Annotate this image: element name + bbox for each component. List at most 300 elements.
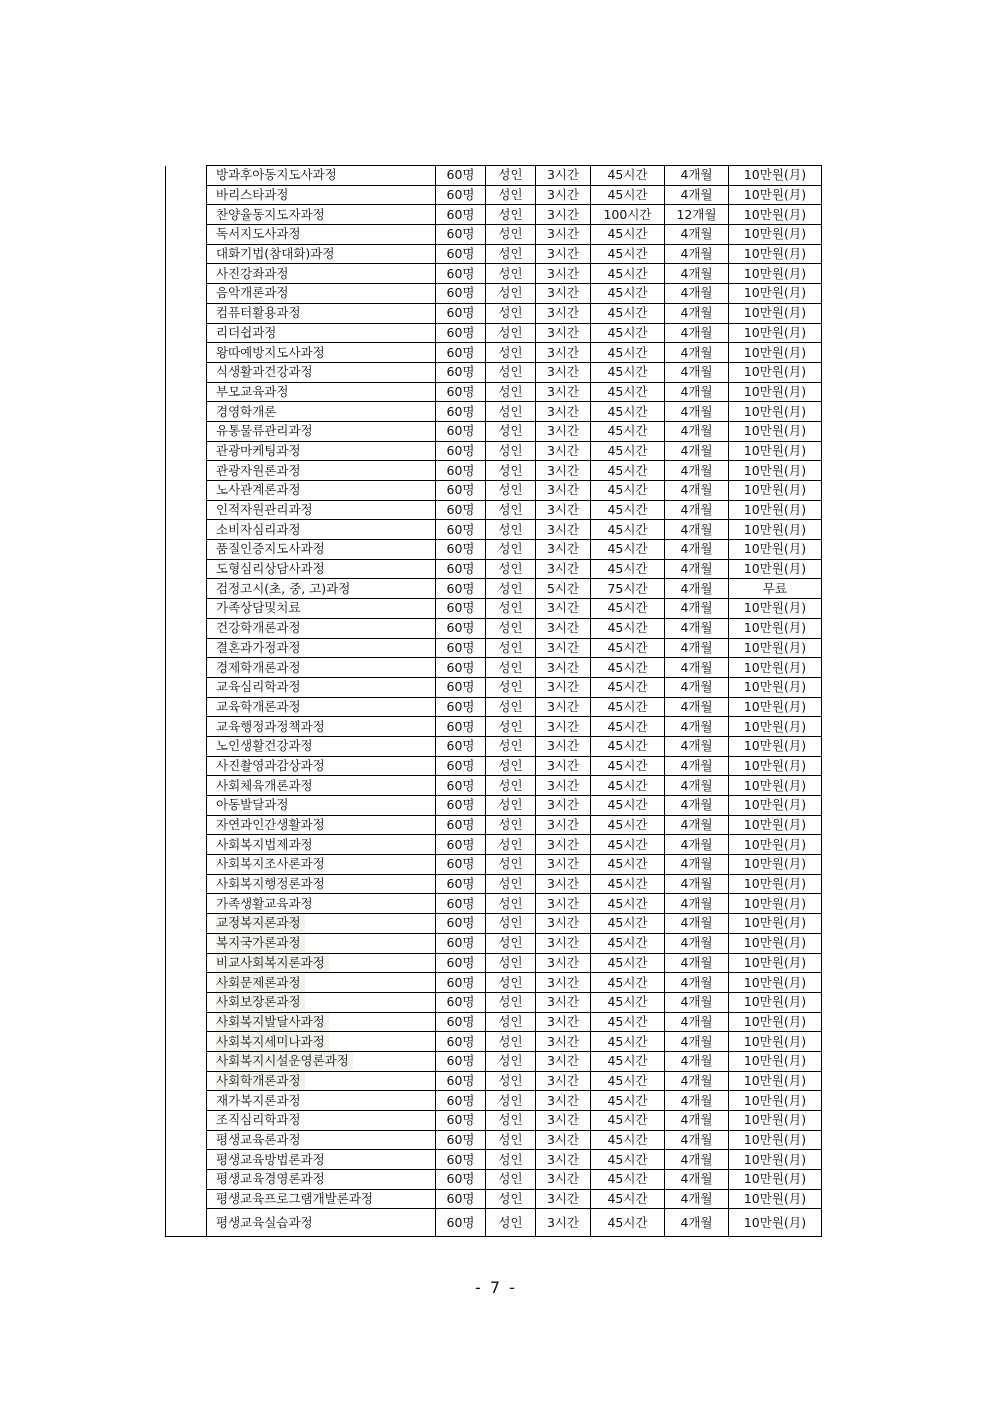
group-cell (166, 1209, 207, 1237)
course-period: 4개월 (665, 599, 729, 619)
group-cell (166, 658, 207, 678)
course-hours: 3시간 (536, 323, 591, 343)
course-name: 도형심리상담사과정 (216, 561, 325, 577)
course-target: 성인 (486, 717, 536, 737)
course-total-hours: 45시간 (591, 540, 665, 560)
course-total-hours: 45시간 (591, 796, 665, 816)
course-name-cell (207, 756, 436, 776)
course-period: 4개월 (665, 284, 729, 304)
course-hours: 3시간 (536, 835, 591, 855)
course-name-cell (207, 953, 436, 973)
course-total-hours: 45시간 (591, 835, 665, 855)
course-total-hours: 45시간 (591, 1130, 665, 1150)
group-cell (166, 1091, 207, 1111)
table-row (166, 166, 822, 186)
course-hours: 3시간 (536, 677, 591, 697)
course-period: 4개월 (665, 973, 729, 993)
table-row (166, 205, 822, 225)
course-capacity: 60명 (436, 461, 486, 481)
course-fee: 10만원(月) (729, 441, 822, 461)
group-cell (166, 1111, 207, 1131)
group-cell (166, 205, 207, 225)
course-name-cell (207, 658, 436, 678)
group-cell (166, 599, 207, 619)
group-cell (166, 953, 207, 973)
group-cell (166, 1032, 207, 1052)
group-cell (166, 815, 207, 835)
group-cell (166, 382, 207, 402)
table-row (166, 835, 822, 855)
course-hours: 3시간 (536, 874, 591, 894)
group-cell (166, 736, 207, 756)
course-capacity: 60명 (436, 855, 486, 875)
course-total-hours: 45시간 (591, 1032, 665, 1052)
course-name: 사회복지조사론과정 (216, 856, 325, 872)
course-hours: 3시간 (536, 815, 591, 835)
course-period: 4개월 (665, 1189, 729, 1209)
course-total-hours: 45시간 (591, 894, 665, 914)
group-cell (166, 973, 207, 993)
course-total-hours: 45시간 (591, 697, 665, 717)
course-fee: 10만원(月) (729, 1209, 822, 1237)
table-row (166, 382, 822, 402)
course-fee: 10만원(月) (729, 677, 822, 697)
course-target: 성인 (486, 264, 536, 284)
course-hours: 3시간 (536, 894, 591, 914)
course-total-hours: 45시간 (591, 185, 665, 205)
course-target: 성인 (486, 855, 536, 875)
course-name-cell (207, 796, 436, 816)
course-period: 4개월 (665, 244, 729, 264)
group-cell (166, 579, 207, 599)
course-total-hours: 45시간 (591, 1012, 665, 1032)
course-total-hours: 45시간 (591, 717, 665, 737)
table-row (166, 894, 822, 914)
course-fee: 10만원(月) (729, 323, 822, 343)
course-capacity: 60명 (436, 933, 486, 953)
course-capacity: 60명 (436, 1012, 486, 1032)
course-period: 4개월 (665, 992, 729, 1012)
table-row (166, 914, 822, 934)
group-cell (166, 441, 207, 461)
table-row (166, 540, 822, 560)
course-hours: 3시간 (536, 264, 591, 284)
course-period: 4개월 (665, 421, 729, 441)
course-fee: 10만원(月) (729, 1189, 822, 1209)
course-total-hours: 45시간 (591, 1051, 665, 1071)
course-name-cell (207, 441, 436, 461)
course-target: 성인 (486, 461, 536, 481)
course-period: 4개월 (665, 1130, 729, 1150)
course-hours: 3시간 (536, 1189, 591, 1209)
course-fee: 10만원(月) (729, 973, 822, 993)
course-total-hours: 45시간 (591, 441, 665, 461)
table-row (166, 953, 822, 973)
table-row (166, 1032, 822, 1052)
course-capacity: 60명 (436, 382, 486, 402)
course-fee: 10만원(月) (729, 1111, 822, 1131)
course-fee: 10만원(月) (729, 835, 822, 855)
course-name: 부모교육과정 (216, 383, 289, 399)
course-capacity: 60명 (436, 618, 486, 638)
course-period: 4개월 (665, 1150, 729, 1170)
course-name-cell (207, 717, 436, 737)
course-target: 성인 (486, 402, 536, 422)
course-total-hours: 45시간 (591, 323, 665, 343)
table-row (166, 874, 822, 894)
course-total-hours: 45시간 (591, 402, 665, 422)
course-total-hours: 45시간 (591, 264, 665, 284)
course-total-hours: 45시간 (591, 1091, 665, 1111)
course-fee: 10만원(月) (729, 1051, 822, 1071)
course-total-hours: 75시간 (591, 579, 665, 599)
group-cell (166, 1071, 207, 1091)
course-fee: 10만원(月) (729, 559, 822, 579)
group-cell (166, 284, 207, 304)
course-capacity: 60명 (436, 1091, 486, 1111)
course-fee: 무료 (729, 579, 822, 599)
course-capacity: 60명 (436, 1071, 486, 1091)
group-cell (166, 914, 207, 934)
course-name: 음악개론과정 (216, 285, 289, 301)
course-capacity: 60명 (436, 697, 486, 717)
course-fee: 10만원(月) (729, 1170, 822, 1190)
course-fee: 10만원(月) (729, 540, 822, 560)
course-name: 품질인증지도사과정 (216, 541, 325, 557)
group-cell (166, 1170, 207, 1190)
course-name-cell (207, 1130, 436, 1150)
course-period: 4개월 (665, 953, 729, 973)
course-hours: 3시간 (536, 284, 591, 304)
course-target: 성인 (486, 638, 536, 658)
course-fee: 10만원(月) (729, 914, 822, 934)
course-hours: 3시간 (536, 559, 591, 579)
course-name-cell (207, 776, 436, 796)
course-name-cell (207, 992, 436, 1012)
course-name: 사회복지발달사과정 (216, 1013, 329, 1031)
course-period: 4개월 (665, 677, 729, 697)
course-name-cell (207, 1189, 436, 1209)
table-row (166, 185, 822, 205)
course-name: 자연과인간생활과정 (216, 817, 325, 833)
course-target: 성인 (486, 1209, 536, 1237)
course-name-cell (207, 874, 436, 894)
course-name: 바리스타과정 (216, 187, 289, 203)
table-row (166, 677, 822, 697)
course-target: 성인 (486, 185, 536, 205)
course-capacity: 60명 (436, 1170, 486, 1190)
group-cell (166, 1051, 207, 1071)
course-fee: 10만원(月) (729, 303, 822, 323)
course-hours: 3시간 (536, 697, 591, 717)
course-name: 결혼과가정과정 (216, 639, 301, 655)
course-target: 성인 (486, 1051, 536, 1071)
page-number: - 7 - (475, 1278, 517, 1297)
table-row (166, 500, 822, 520)
course-period: 4개월 (665, 185, 729, 205)
course-capacity: 60명 (436, 1032, 486, 1052)
course-fee: 10만원(月) (729, 1091, 822, 1111)
course-fee: 10만원(月) (729, 205, 822, 225)
course-fee: 10만원(月) (729, 933, 822, 953)
table-row (166, 756, 822, 776)
group-cell (166, 756, 207, 776)
course-name-cell (207, 1012, 436, 1032)
course-total-hours: 100시간 (591, 205, 665, 225)
course-target: 성인 (486, 343, 536, 363)
course-period: 4개월 (665, 835, 729, 855)
course-hours: 3시간 (536, 303, 591, 323)
course-period: 4개월 (665, 658, 729, 678)
course-hours: 3시간 (536, 618, 591, 638)
course-name: 평생교육프로그램개발론과정 (216, 1191, 373, 1207)
group-cell (166, 185, 207, 205)
course-hours: 3시간 (536, 441, 591, 461)
course-target: 성인 (486, 599, 536, 619)
course-fee: 10만원(月) (729, 461, 822, 481)
course-fee: 10만원(月) (729, 225, 822, 245)
course-name-cell (207, 500, 436, 520)
table-row (166, 441, 822, 461)
table-row (166, 697, 822, 717)
table-row (166, 933, 822, 953)
table-row (166, 284, 822, 304)
course-target: 성인 (486, 953, 536, 973)
course-target: 성인 (486, 1130, 536, 1150)
course-period: 4개월 (665, 461, 729, 481)
table-row (166, 736, 822, 756)
course-period: 4개월 (665, 855, 729, 875)
course-hours: 3시간 (536, 796, 591, 816)
course-name-cell (207, 1111, 436, 1131)
course-name: 가족생활교육과정 (216, 895, 313, 911)
course-target: 성인 (486, 1032, 536, 1052)
group-cell (166, 402, 207, 422)
course-name: 사회보장론과정 (216, 993, 305, 1011)
course-period: 4개월 (665, 933, 729, 953)
course-name-cell (207, 599, 436, 619)
course-fee: 10만원(月) (729, 855, 822, 875)
course-fee: 10만원(月) (729, 756, 822, 776)
course-name: 사진강좌과정 (216, 265, 289, 281)
course-capacity: 60명 (436, 343, 486, 363)
table-row (166, 1111, 822, 1131)
course-name: 비교사회복지론과정 (216, 954, 329, 972)
course-capacity: 60명 (436, 481, 486, 501)
course-name-cell (207, 559, 436, 579)
course-capacity: 60명 (436, 1111, 486, 1131)
group-cell (166, 303, 207, 323)
course-capacity: 60명 (436, 914, 486, 934)
course-name-cell (207, 461, 436, 481)
group-cell (166, 166, 207, 186)
course-fee: 10만원(月) (729, 185, 822, 205)
course-period: 4개월 (665, 402, 729, 422)
course-hours: 3시간 (536, 1150, 591, 1170)
table-row (166, 618, 822, 638)
course-fee: 10만원(月) (729, 638, 822, 658)
course-target: 성인 (486, 1071, 536, 1091)
course-capacity: 60명 (436, 973, 486, 993)
course-name: 평생교육실습과정 (216, 1214, 313, 1230)
course-name-cell (207, 697, 436, 717)
course-target: 성인 (486, 166, 536, 186)
course-total-hours: 45시간 (591, 1170, 665, 1190)
course-hours: 3시간 (536, 933, 591, 953)
course-name-cell (207, 1091, 436, 1111)
course-name: 독서지도사과정 (216, 226, 301, 242)
course-target: 성인 (486, 894, 536, 914)
course-capacity: 60명 (436, 303, 486, 323)
course-hours: 3시간 (536, 362, 591, 382)
table-row (166, 658, 822, 678)
table-row (166, 421, 822, 441)
table-row (166, 815, 822, 835)
course-period: 4개월 (665, 441, 729, 461)
course-target: 성인 (486, 1150, 536, 1170)
course-period: 4개월 (665, 166, 729, 186)
course-period: 4개월 (665, 874, 729, 894)
course-fee: 10만원(月) (729, 658, 822, 678)
course-period: 4개월 (665, 500, 729, 520)
course-name-cell (207, 1150, 436, 1170)
course-target: 성인 (486, 323, 536, 343)
table-row (166, 481, 822, 501)
course-total-hours: 45시간 (591, 658, 665, 678)
course-total-hours: 45시간 (591, 382, 665, 402)
course-name-cell (207, 933, 436, 953)
table-row (166, 244, 822, 264)
course-capacity: 60명 (436, 520, 486, 540)
group-cell (166, 481, 207, 501)
table-row (166, 638, 822, 658)
course-name: 검정고시(초, 중, 고)과정 (216, 580, 351, 596)
course-fee: 10만원(月) (729, 776, 822, 796)
group-cell (166, 244, 207, 264)
table-row (166, 776, 822, 796)
course-fee: 10만원(月) (729, 284, 822, 304)
group-cell (166, 421, 207, 441)
table-row (166, 1130, 822, 1150)
course-capacity: 60명 (436, 244, 486, 264)
course-capacity: 60명 (436, 953, 486, 973)
course-fee: 10만원(月) (729, 1150, 822, 1170)
table-row (166, 599, 822, 619)
course-fee: 10만원(月) (729, 953, 822, 973)
course-capacity: 60명 (436, 205, 486, 225)
course-period: 4개월 (665, 343, 729, 363)
course-name: 소비자심리과정 (216, 521, 301, 537)
course-total-hours: 45시간 (591, 481, 665, 501)
course-fee: 10만원(月) (729, 1130, 822, 1150)
course-name: 사회문제론과정 (216, 974, 305, 992)
course-name-cell (207, 894, 436, 914)
course-name-cell (207, 244, 436, 264)
group-cell (166, 874, 207, 894)
course-hours: 3시간 (536, 481, 591, 501)
course-name-cell (207, 481, 436, 501)
course-hours: 3시간 (536, 756, 591, 776)
course-fee: 10만원(月) (729, 362, 822, 382)
course-name: 사회복지법제과정 (216, 836, 313, 852)
course-hours: 3시간 (536, 658, 591, 678)
group-cell (166, 855, 207, 875)
course-name: 평생교육론과정 (216, 1132, 301, 1148)
course-capacity: 60명 (436, 756, 486, 776)
course-name-cell (207, 540, 436, 560)
course-capacity: 60명 (436, 658, 486, 678)
course-total-hours: 45시간 (591, 599, 665, 619)
course-capacity: 60명 (436, 638, 486, 658)
course-total-hours: 45시간 (591, 953, 665, 973)
course-target: 성인 (486, 244, 536, 264)
course-hours: 3시간 (536, 776, 591, 796)
course-target: 성인 (486, 658, 536, 678)
course-target: 성인 (486, 1170, 536, 1190)
course-hours: 3시간 (536, 205, 591, 225)
course-target: 성인 (486, 520, 536, 540)
course-period: 4개월 (665, 736, 729, 756)
course-fee: 10만원(月) (729, 421, 822, 441)
course-target: 성인 (486, 736, 536, 756)
course-total-hours: 45시간 (591, 855, 665, 875)
course-name: 건강학개론과정 (216, 620, 301, 636)
table-row (166, 520, 822, 540)
course-total-hours: 45시간 (591, 1071, 665, 1091)
course-target: 성인 (486, 500, 536, 520)
course-total-hours: 45시간 (591, 874, 665, 894)
course-period: 4개월 (665, 1111, 729, 1131)
course-period: 4개월 (665, 1170, 729, 1190)
group-cell (166, 500, 207, 520)
course-name: 교육학개론과정 (216, 698, 301, 714)
group-cell (166, 776, 207, 796)
course-fee: 10만원(月) (729, 343, 822, 363)
course-total-hours: 45시간 (591, 225, 665, 245)
course-hours: 3시간 (536, 343, 591, 363)
table-row (166, 343, 822, 363)
course-fee: 10만원(月) (729, 894, 822, 914)
course-capacity: 60명 (436, 559, 486, 579)
course-name: 사회복지시설운영론과정 (216, 1052, 353, 1070)
course-hours: 3시간 (536, 973, 591, 993)
group-cell (166, 264, 207, 284)
course-period: 4개월 (665, 540, 729, 560)
course-name-cell (207, 520, 436, 540)
course-name-cell (207, 855, 436, 875)
course-capacity: 60명 (436, 421, 486, 441)
course-hours: 3시간 (536, 1170, 591, 1190)
course-name: 경제학개론과정 (216, 659, 301, 675)
course-capacity: 60명 (436, 540, 486, 560)
course-target: 성인 (486, 874, 536, 894)
course-period: 4개월 (665, 1209, 729, 1237)
course-total-hours: 45시간 (591, 1189, 665, 1209)
course-total-hours: 45시간 (591, 500, 665, 520)
course-period: 4개월 (665, 1071, 729, 1091)
course-name-cell (207, 1209, 436, 1237)
course-capacity: 60명 (436, 284, 486, 304)
course-period: 4개월 (665, 1012, 729, 1032)
table-row (166, 717, 822, 737)
table-row (166, 461, 822, 481)
course-name-cell (207, 303, 436, 323)
table-row (166, 1209, 822, 1237)
course-hours: 3시간 (536, 914, 591, 934)
course-hours: 3시간 (536, 244, 591, 264)
course-target: 성인 (486, 835, 536, 855)
course-fee: 10만원(月) (729, 874, 822, 894)
